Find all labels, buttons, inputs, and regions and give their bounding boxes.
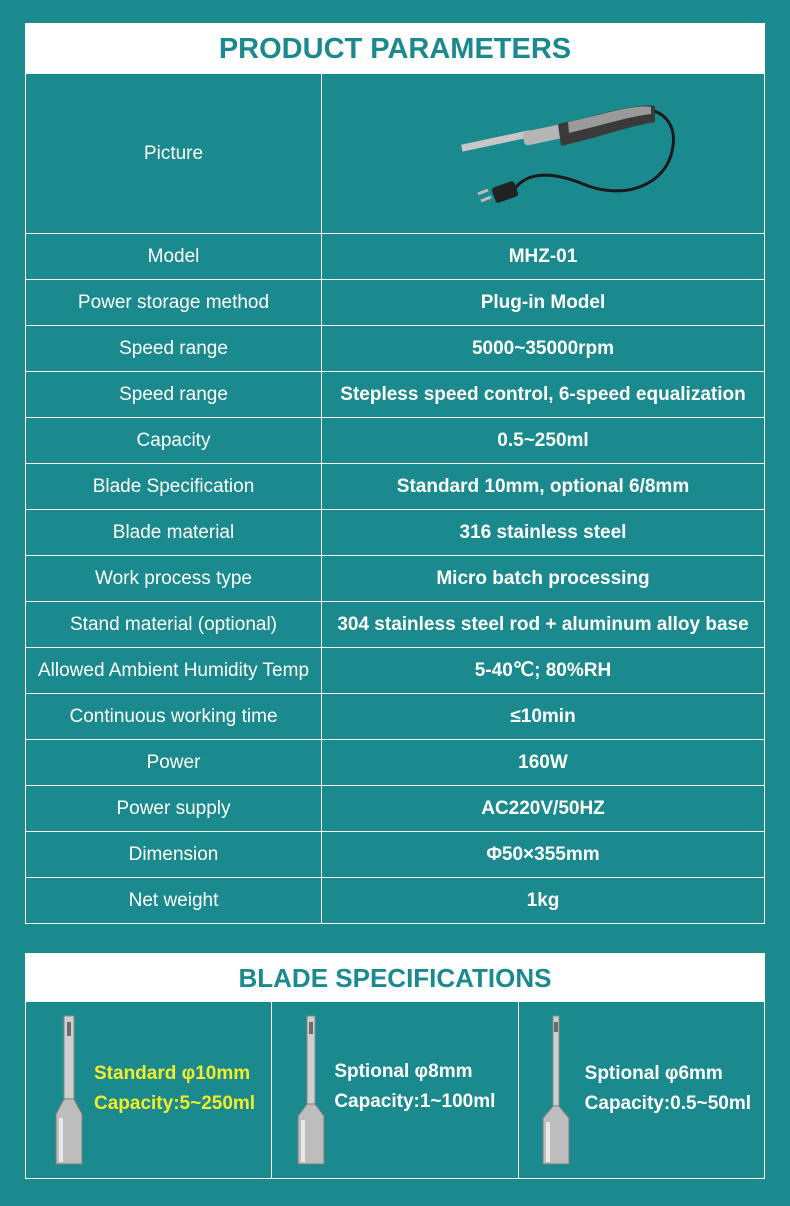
param-label: Net weight xyxy=(26,878,322,924)
param-value: ≤10min xyxy=(322,694,765,740)
table-row xyxy=(26,418,765,464)
param-label: Power xyxy=(26,740,322,786)
blade-card-10mm xyxy=(26,1002,272,1178)
blade-specifications-title: BLADE SPECIFICATIONS xyxy=(25,953,765,1001)
param-label: Blade Specification xyxy=(26,464,322,510)
param-value: 160W xyxy=(322,740,765,786)
blade-specifications-grid xyxy=(25,1001,765,1179)
blade-6mm-capacity: Capacity:0.5~50ml xyxy=(584,1093,751,1114)
blade-10mm-image xyxy=(50,1014,90,1169)
param-value: MHZ-01 xyxy=(322,234,765,280)
table-row xyxy=(26,280,765,326)
param-value: 304 stainless steel rod + aluminum alloy base xyxy=(322,602,765,648)
product-parameters-title: PRODUCT PARAMETERS xyxy=(25,23,765,73)
table-row xyxy=(26,648,765,694)
param-value: Plug-in Model xyxy=(322,280,765,326)
param-value: Stepless speed control, 6-speed equalization xyxy=(322,372,765,418)
param-label: Allowed Ambient Humidity Temp xyxy=(26,648,322,694)
table-row xyxy=(26,556,765,602)
table-row xyxy=(26,786,765,832)
parameters-table xyxy=(25,73,765,924)
param-label: Capacity xyxy=(26,418,322,464)
param-label: Speed range xyxy=(26,372,322,418)
table-row-picture xyxy=(26,74,765,234)
homogenizer-image xyxy=(393,76,693,226)
param-value: 1kg xyxy=(322,878,765,924)
picture-label: Picture xyxy=(26,74,322,234)
product-image xyxy=(322,74,765,234)
table-row xyxy=(26,832,765,878)
param-label: Model xyxy=(26,234,322,280)
table-row xyxy=(26,372,765,418)
param-value: Micro batch processing xyxy=(322,556,765,602)
param-value: Φ50×355mm xyxy=(322,832,765,878)
param-label: Blade material xyxy=(26,510,322,556)
blade-card-6mm xyxy=(519,1002,764,1178)
table-row xyxy=(26,602,765,648)
blade-6mm-spec: Sptional φ6mm xyxy=(584,1063,723,1084)
table-row xyxy=(26,510,765,556)
param-label: Stand material (optional) xyxy=(26,602,322,648)
param-label: Continuous working time xyxy=(26,694,322,740)
blade-10mm-capacity: Capacity:5~250ml xyxy=(94,1093,256,1114)
blade-8mm-image xyxy=(292,1014,332,1169)
table-row xyxy=(26,694,765,740)
param-value: 5000~35000rpm xyxy=(322,326,765,372)
blade-8mm-capacity: Capacity:1~100ml xyxy=(334,1091,496,1112)
blade-card-8mm xyxy=(272,1002,518,1178)
blade-8mm-spec: Sptional φ8mm xyxy=(334,1061,473,1082)
table-row xyxy=(26,326,765,372)
param-label: Dimension xyxy=(26,832,322,878)
table-row xyxy=(26,740,765,786)
table-row xyxy=(26,234,765,280)
blade-10mm-spec: Standard φ10mm xyxy=(94,1063,251,1084)
table-row xyxy=(26,878,765,924)
table-row xyxy=(26,464,765,510)
blade-6mm-image xyxy=(537,1014,577,1169)
param-label: Work process type xyxy=(26,556,322,602)
param-value: AC220V/50HZ xyxy=(322,786,765,832)
param-label: Speed range xyxy=(26,326,322,372)
param-value: 316 stainless steel xyxy=(322,510,765,556)
param-value: Standard 10mm, optional 6/8mm xyxy=(322,464,765,510)
param-label: Power storage method xyxy=(26,280,322,326)
param-label: Power supply xyxy=(26,786,322,832)
param-value: 5-40℃; 80%RH xyxy=(322,648,765,694)
param-value: 0.5~250ml xyxy=(322,418,765,464)
